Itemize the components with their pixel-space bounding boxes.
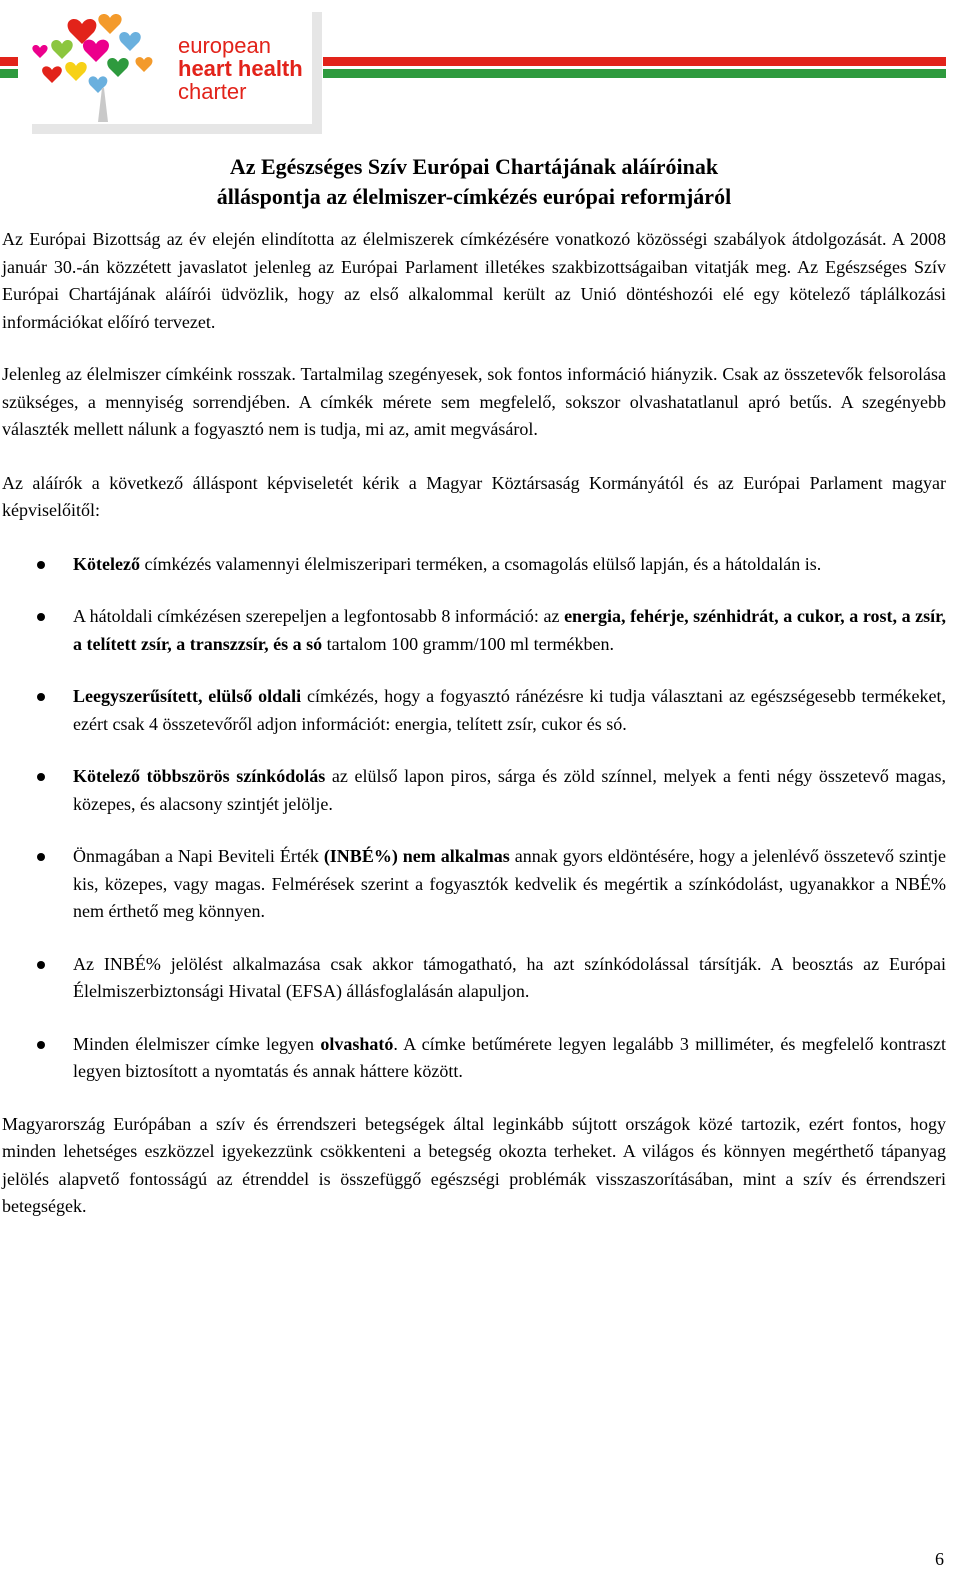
bullet-icon <box>37 561 45 569</box>
list-item: Az INBÉ% jelölést alkalmazása csak akkor támogatható, ha azt színkódolással társítják. A beosztás az Európai Élelmiszerbiztonsági Hivatal (EFSA) állásfoglalásán alapuljon. <box>2 951 946 1006</box>
list-item: Önmagában a Napi Beviteli Érték (INBÉ%) nem alkalmas annak gyors eldöntésére, hogy a jelenlévő összetevő szintje kis, közepes, vagy magas. Felmérések szerint a fogyasztók kedvelik és megértik a színkódolást, ugyanakkor a NBÉ% nem érthető meg könnyen. <box>2 843 946 926</box>
paragraph-request: Az aláírók a következő álláspont képviseletét kérik a Magyar Köztársaság Kormányától és az Európai Parlament magyar képviselőitől: <box>2 472 946 520</box>
paragraph-conclusion: Magyarország Európában a szív és érrendszeri betegségek által leginkább sújtott országok közé tartozik, ezért fontos, hogy minden lehetséges eszközzel igyekezzünk csökkenteni a betegség okozta terheket. A világos és könnyen megérthető tápanyag jelölés alapvető fontosságú az étrenddel is összefüggő egészségi problémák visszaszorításában, mint a szív és érrendszeri betegségek. <box>2 1113 946 1216</box>
bullet-icon <box>37 613 45 621</box>
paragraph-intro: Az Európai Bizottság az év elején elindította az élelmiszerek címkézésére vonatkozó közösségi szabályok átdolgozását. A 2008 január 30.-án közzétett javaslatot jelenleg az Európai Parlament illetékes szakbizottságaiban vitatják meg. Az Egészséges Szív Európai Chartájának aláírói üdvözlik, hogy az első alkalommal került az Unió döntéshozói elé egy kötelező táplálkozási információkat előíró tervezet. <box>2 229 946 332</box>
list-item: A hátoldali címkézésen szerepeljen a legfontosabb 8 információ: az energia, fehérje, szénhidrát, a cukor, a rost, a zsír, a telített zsír, a transzzsír, és a só tartalom 100 gramm/100 ml termékben. <box>2 603 946 658</box>
european-heart-health-charter-logo <box>18 4 323 134</box>
flag-stripe-green-left <box>0 69 18 78</box>
flag-stripe-red-left <box>0 57 18 66</box>
bullet-icon <box>37 1041 45 1049</box>
title-line-2: álláspontja az élelmiszer-címkézés európai reformjáról <box>216 184 732 209</box>
logo-line-european: european <box>178 33 271 58</box>
position-list <box>2 551 946 1086</box>
list-item: Kötelező címkézés valamennyi élelmiszeripari terméken, a csomagolás elülső lapján, és a hátoldalán is. <box>2 551 946 579</box>
logo-line-heart-health: heart health <box>178 56 303 81</box>
list-item: Kötelező többszörös színkódolás az elülső lapon piros, sárga és zöld színnel, melyek a fenti négy összetevő magas, közepes, és alacsony szintjét jelölje. <box>2 763 946 818</box>
title-line-1: Az Egészséges Szív Európai Chartájának aláíróinak <box>229 154 719 179</box>
logo-line-charter: charter <box>178 79 247 104</box>
paragraph-current-labels: Jelenleg az élelmiszer címkéink rosszak. Tartalmilag szegényesek, sok fontos információ hiányzik. Csak az összetevők felsorolása szükséges, a mennyiség sorrendjében. A címkék mérete sem megfelelő, sokszor olvashatatlanul apró betűs. A szegényebb választék mellett nálunk a fogyasztó nem is tudja, mi az, amit megvásárol. <box>2 364 946 439</box>
flag-stripe-red <box>323 57 946 66</box>
bullet-icon <box>37 693 45 701</box>
logo-wordmark <box>178 34 303 103</box>
page-header <box>0 0 960 140</box>
hearts-tree-icon <box>22 4 182 124</box>
bullet-icon <box>37 853 45 861</box>
flag-stripe-green <box>323 69 946 78</box>
list-item: Leegyszerűsített, elülső oldali címkézés, hogy a fogyasztó ránézésre ki tudja választani az egészségesebb termékeket, ezért csak 4 összetevőről adjon információt: energia, telített zsír, cukor és só. <box>2 683 946 738</box>
bullet-icon <box>37 773 45 781</box>
list-item: Minden élelmiszer címke legyen olvasható. A címke betűmérete legyen legalább 3 milliméter, és megfelelő kontraszt legyen biztosított a nyomtatás és annak háttere között. <box>2 1031 946 1086</box>
document-title <box>0 152 948 212</box>
bullet-icon <box>37 961 45 969</box>
document-body <box>2 226 946 1221</box>
page-number: 6 <box>935 1549 944 1569</box>
